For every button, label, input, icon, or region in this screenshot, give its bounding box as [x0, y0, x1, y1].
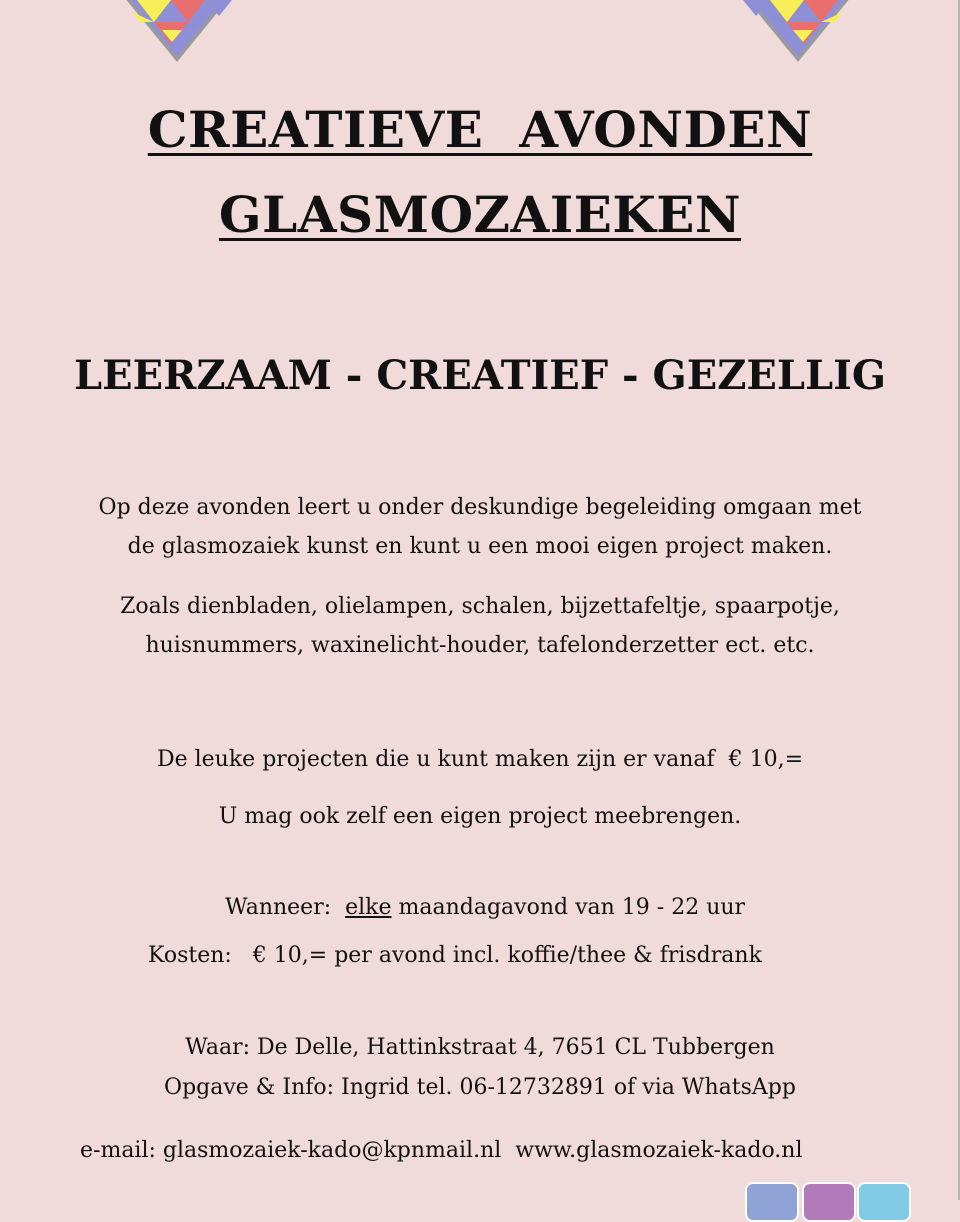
- when-emphasis: elke: [345, 895, 392, 920]
- examples-paragraph: [0, 587, 960, 665]
- examples-line-1: Zoals dienbladen, olielampen, schalen, bijzettafeltje, spaarpotje,: [120, 594, 840, 619]
- social-app-icon-2[interactable]: [802, 1182, 856, 1222]
- headline-line-1: CREATIEVE AVONDEN: [147, 100, 813, 159]
- tagline: LEERZAAM - CREATIEF - GEZELLIG: [73, 352, 887, 399]
- intro-line-1: Op deze avonden leert u onder deskundige begeleiding omgaan met: [98, 495, 862, 520]
- mosaic-diamond-decoration-right: [723, 0, 873, 65]
- social-app-icon-3[interactable]: [857, 1182, 911, 1222]
- intro-paragraph: [0, 488, 960, 566]
- mosaic-diamond-decoration-left: [102, 0, 252, 65]
- when-line: [225, 895, 745, 920]
- examples-line-2: huisnummers, waxinelicht-houder, tafelonderzetter ect. etc.: [145, 633, 815, 658]
- when-rest: maandagavond van 19 - 22 uur: [391, 895, 746, 920]
- when-label: Wanneer:: [225, 895, 346, 920]
- price-note: De leuke projecten die u kunt maken zijn er vanaf € 10,=: [156, 747, 804, 772]
- intro-line-2: de glasmozaiek kunst en kunt u een mooi eigen project maken.: [127, 534, 833, 559]
- social-app-icon-1[interactable]: [745, 1182, 799, 1222]
- contact-line: e-mail: glasmozaiek-kado@kpnmail.nl www.glasmozaiek-kado.nl: [80, 1138, 803, 1163]
- address-line: Waar: De Delle, Hattinkstraat 4, 7651 CL Tubbergen: [185, 1035, 775, 1060]
- headline-line-2: GLASMOZAIEKEN: [218, 185, 742, 244]
- own-project-note: U mag ook zelf een eigen project meebrengen.: [218, 804, 742, 829]
- costs-line: Kosten: € 10,= per avond incl. koffie/thee & frisdrank: [148, 943, 762, 968]
- signup-info-line: Opgave & Info: Ingrid tel. 06-12732891 of via WhatsApp: [164, 1075, 796, 1100]
